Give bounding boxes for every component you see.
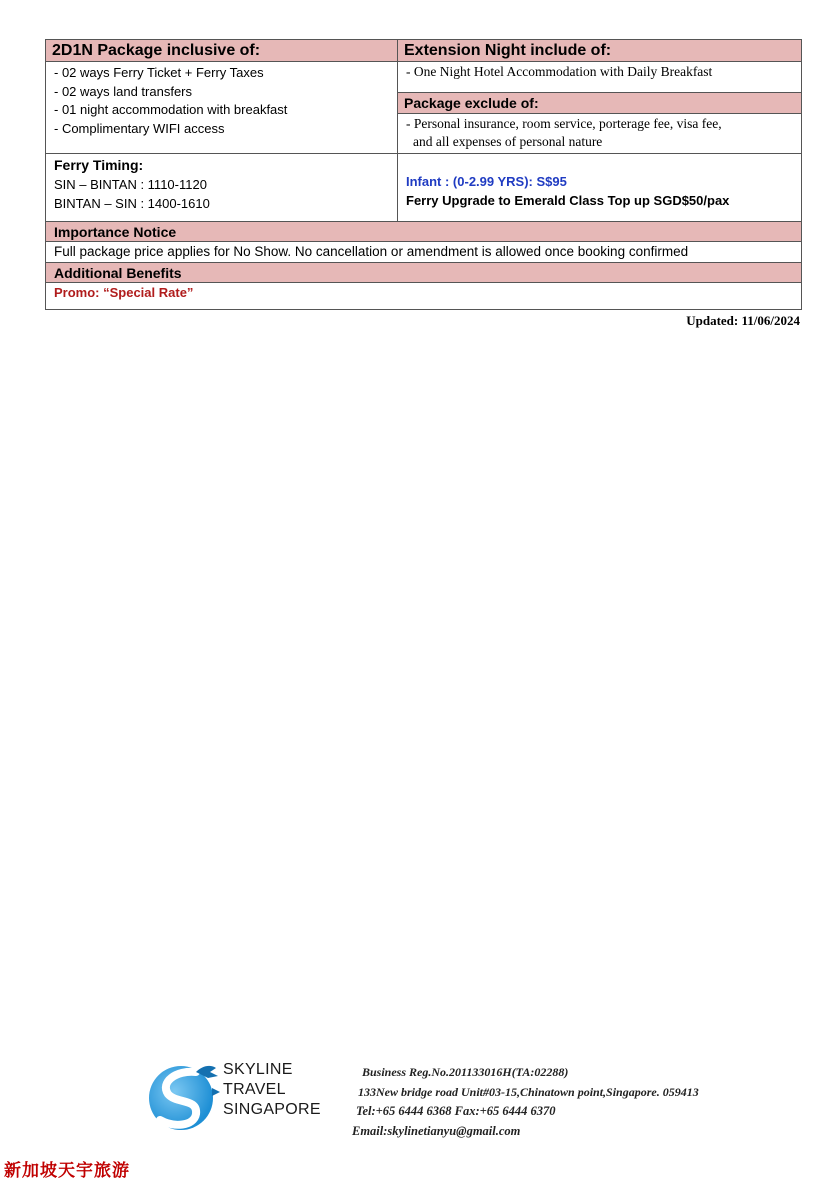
inclusive-header: 2D1N Package inclusive of: — [46, 40, 397, 62]
email: Email:skylinetianyu@gmail.com — [352, 1123, 521, 1138]
brand-line: SKYLINE — [223, 1061, 293, 1078]
notice-header: Importance Notice — [46, 222, 801, 242]
brand-name — [223, 1060, 321, 1120]
package-table — [45, 39, 802, 310]
package-row — [46, 40, 801, 154]
ferry-row — [46, 154, 801, 222]
extension-list — [398, 62, 801, 93]
exclude-header: Package exclude of: — [398, 93, 801, 114]
promo-text: Promo: “Special Rate” — [54, 285, 194, 300]
ferry-timing-cell — [46, 154, 398, 221]
business-reg: Business Reg.No.201133016H(TA:02288) — [362, 1065, 569, 1079]
brand-line: SINGAPORE — [223, 1101, 321, 1118]
benefits-header: Additional Benefits — [46, 263, 801, 283]
extension-item: - One Night Hotel Accommodation with Daily Breakfast — [406, 64, 713, 79]
inclusive-list — [46, 62, 397, 142]
exclude-text — [398, 114, 801, 153]
dragon-logo-icon — [146, 1058, 222, 1134]
inclusive-item: - 02 ways land transfers — [54, 83, 193, 99]
ferry-timing-title: Ferry Timing: — [54, 157, 144, 173]
benefits-row — [46, 263, 801, 309]
ferry-upgrade: Ferry Upgrade to Emerald Class Top up SGD$50/pax — [406, 193, 730, 208]
ferry-price-cell — [398, 154, 801, 221]
notice-row — [46, 222, 801, 263]
inclusive-item: - 01 night accommodation with breakfast — [54, 102, 288, 117]
brand-line: TRAVEL — [223, 1081, 286, 1098]
exclude-line: and all expenses of personal nature — [413, 134, 603, 149]
ferry-timing-line: BINTAN – SIN : 1400-1610 — [54, 196, 210, 211]
chinese-company-name: 新加坡天宇旅游 — [4, 1161, 130, 1181]
contact-info — [352, 1063, 699, 1141]
notice-text: Full package price applies for No Show. No cancellation or amendment is allowed once booking confirmed — [54, 244, 689, 259]
extension-cell — [398, 40, 801, 153]
address: 133New bridge road Unit#03-15,Chinatown point,Singapore. 059413 — [358, 1084, 699, 1099]
updated-date: Updated: 11/06/2024 — [686, 313, 800, 328]
ferry-timing-line: SIN – BINTAN : 1110-1120 — [54, 177, 207, 192]
inclusive-item: - 02 ways Ferry Ticket + Ferry Taxes — [54, 65, 264, 80]
inclusive-item: - Complimentary WIFI access — [54, 120, 225, 136]
infant-price: Infant : (0-2.99 YRS): S$95 — [406, 174, 567, 189]
exclude-line: - Personal insurance, room service, porterage fee, visa fee, — [406, 116, 722, 131]
phone-fax: Tel:+65 6444 6368 Fax:+65 6444 6370 — [356, 1104, 556, 1118]
extension-header: Extension Night include of: — [398, 40, 801, 62]
inclusive-cell — [46, 40, 398, 153]
